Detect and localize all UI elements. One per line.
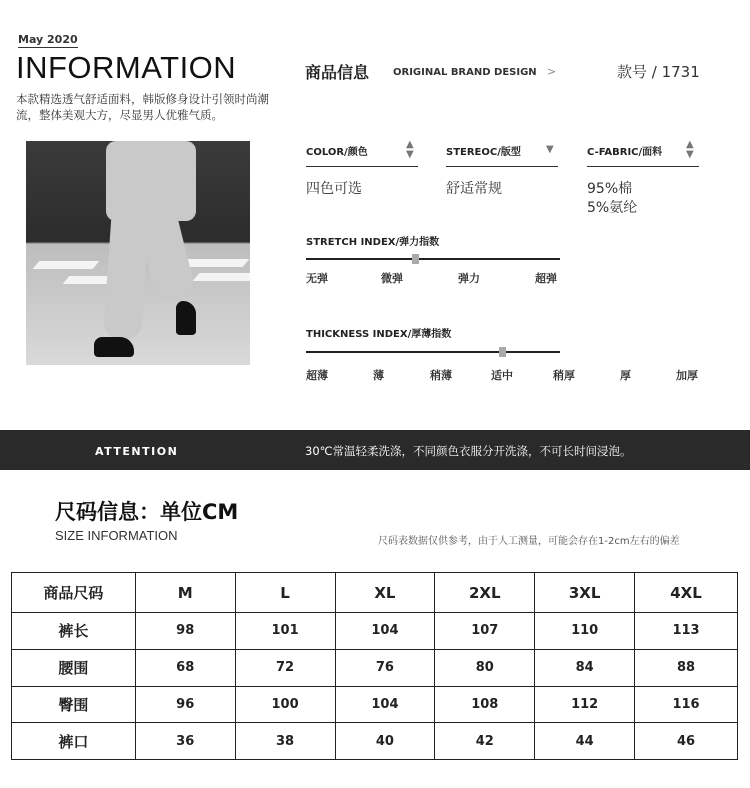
size-cell: 107	[435, 613, 535, 650]
stretch-level-label: 微弹	[381, 272, 403, 285]
stereo-label: STEREOC/版型	[446, 147, 521, 158]
size-cell: 40	[335, 723, 435, 760]
size-cell: 116	[635, 686, 738, 723]
attention-title: ATTENTION	[95, 445, 179, 458]
size-cell: 104	[335, 613, 435, 650]
size-cell: 112	[535, 686, 635, 723]
product-description: 本款精选透气舒适面料，韩版修身设计引领时尚潮流，整体美观大方，尽显男人优雅气质。	[16, 92, 269, 122]
color-value: 四色可选	[306, 181, 362, 197]
thickness-index-track	[306, 351, 560, 353]
table-row	[12, 686, 738, 723]
size-info-title: 尺码信息：单位CM	[55, 500, 239, 524]
size-cell: 80	[435, 649, 535, 686]
brand-label: ORIGINAL BRAND DESIGN	[393, 67, 537, 78]
size-column-header: M	[135, 573, 235, 613]
table-row	[12, 723, 738, 760]
fabric-divider	[587, 166, 699, 167]
stereo-divider	[446, 166, 558, 167]
size-column-header: 2XL	[435, 573, 535, 613]
size-table	[11, 572, 738, 760]
stretch-index-track	[306, 258, 560, 260]
thickness-level-label: 稍厚	[553, 369, 575, 382]
date-label: May 2020	[18, 33, 78, 46]
size-column-header: XL	[335, 573, 435, 613]
size-info-subtitle: SIZE INFORMATION	[55, 528, 178, 543]
attention-text: 30℃常温轻柔洗涤，不同颜色衣服分开洗涤，不可长时间浸泡。	[305, 444, 632, 458]
style-number: 款号 / 1731	[617, 63, 700, 81]
triangle-down-icon: ▼	[546, 144, 554, 155]
size-info-note: 尺码表数据仅供参考，由于人工测量，可能会存在1-2cm左右的偏差	[378, 536, 680, 547]
thickness-level-label: 加厚	[676, 369, 698, 382]
fabric-value-line: 5%氨纶	[587, 200, 638, 216]
size-column-header: L	[235, 573, 335, 613]
size-row-header: 腰围	[12, 649, 136, 686]
sort-arrows-icon: ▲ ▼	[406, 139, 414, 160]
size-cell: 76	[335, 649, 435, 686]
size-cell: 42	[435, 723, 535, 760]
size-cell: 108	[435, 686, 535, 723]
size-cell: 38	[235, 723, 335, 760]
size-cell: 46	[635, 723, 738, 760]
thickness-level-label: 适中	[491, 369, 513, 382]
product-info-heading: 商品信息	[305, 63, 370, 82]
size-table-corner-header: 商品尺码	[12, 573, 136, 613]
size-cell: 110	[535, 613, 635, 650]
size-row-header: 臀围	[12, 686, 136, 723]
size-row-header: 裤口	[12, 723, 136, 760]
stretch-level-label: 超弹	[535, 272, 557, 285]
size-column-header: 4XL	[635, 573, 738, 613]
size-cell: 113	[635, 613, 738, 650]
product-photo	[26, 141, 250, 365]
size-cell: 68	[135, 649, 235, 686]
thickness-level-label: 薄	[373, 369, 384, 382]
stretch-index-label: STRETCH INDEX/弹力指数	[306, 237, 440, 248]
size-cell: 101	[235, 613, 335, 650]
color-label: COLOR/颜色	[306, 147, 368, 158]
stretch-level-label: 无弹	[306, 272, 328, 285]
stereo-value: 舒适常规	[446, 181, 502, 197]
chevron-right-icon: >	[547, 65, 557, 78]
size-column-header: 3XL	[535, 573, 635, 613]
stretch-level-label: 弹力	[458, 272, 480, 285]
thickness-level-label: 稍薄	[430, 369, 452, 382]
color-divider	[306, 166, 418, 167]
fabric-label: C-FABRIC/面料	[587, 147, 663, 158]
size-cell: 44	[535, 723, 635, 760]
size-row-header: 裤长	[12, 613, 136, 650]
sort-arrows-icon: ▲ ▼	[686, 139, 694, 160]
size-cell: 98	[135, 613, 235, 650]
fabric-value-line: 95%棉	[587, 181, 633, 197]
size-cell: 96	[135, 686, 235, 723]
size-cell: 88	[635, 649, 738, 686]
thickness-level-label: 超薄	[306, 369, 328, 382]
size-cell: 36	[135, 723, 235, 760]
thickness-index-marker	[499, 347, 506, 357]
size-cell: 104	[335, 686, 435, 723]
thickness-level-label: 厚	[620, 369, 631, 382]
stretch-index-marker	[412, 254, 419, 264]
page-title: INFORMATION	[16, 50, 237, 85]
size-cell: 100	[235, 686, 335, 723]
fabric-value	[587, 180, 637, 218]
thickness-index-label: THICKNESS INDEX/厚薄指数	[306, 329, 452, 340]
size-cell: 84	[535, 649, 635, 686]
table-row	[12, 613, 738, 650]
size-table-header-row	[12, 573, 738, 613]
size-cell: 72	[235, 649, 335, 686]
table-row	[12, 649, 738, 686]
